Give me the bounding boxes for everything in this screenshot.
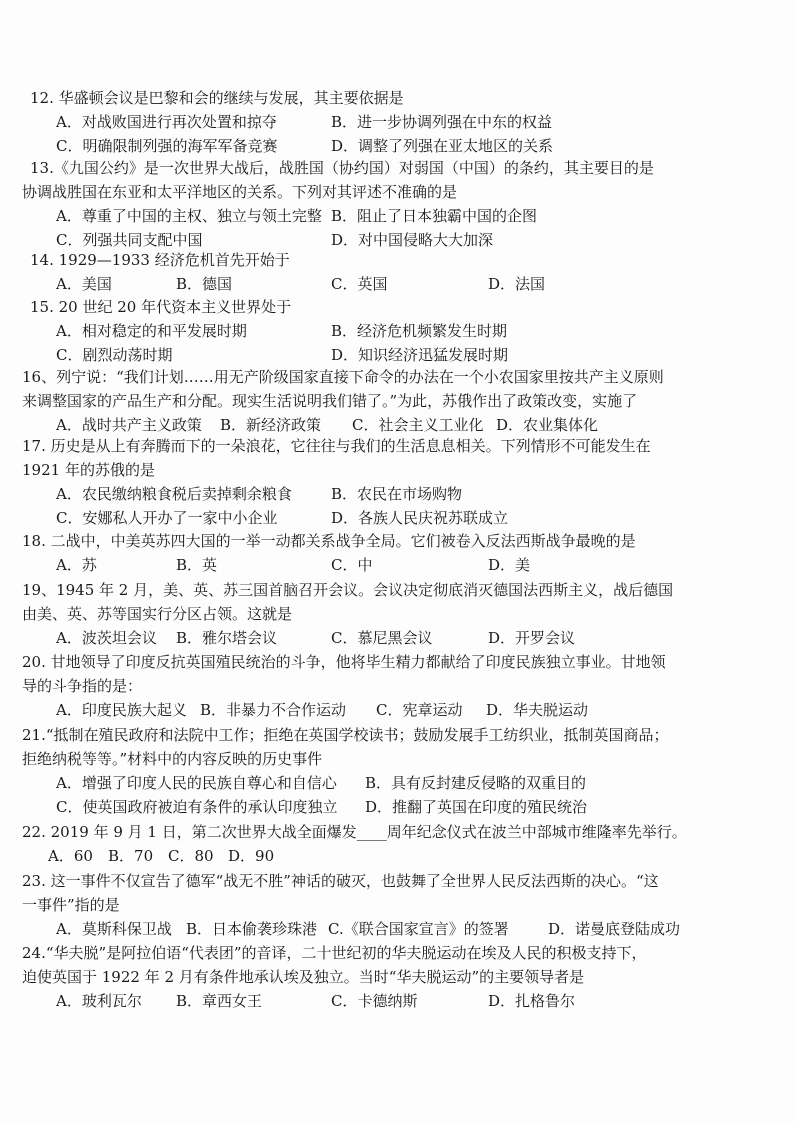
question-stem: 1921 年的苏俄的是 xyxy=(22,461,155,479)
question-21 xyxy=(22,723,782,819)
option-a: A．增强了印度人民的民族自尊心和自信心 xyxy=(56,774,337,792)
question-stem: 12. 华盛顿会议是巴黎和会的继续与发展，其主要依据是 xyxy=(30,89,404,107)
question-16 xyxy=(22,365,782,437)
question-stem: 一事件”指的是 xyxy=(22,896,120,914)
question-22 xyxy=(22,820,782,868)
option-a: A．莫斯科保卫战 xyxy=(56,920,172,938)
question-stem: 由美、英、苏等国实行分区占领。这就是 xyxy=(22,605,293,623)
option-row xyxy=(22,553,782,577)
option-row xyxy=(22,482,782,506)
question-20 xyxy=(22,650,782,722)
option-a: A．相对稳定的和平发展时期 xyxy=(56,322,247,340)
question-stem: 18. 二战中，中美英苏四大国的一举一动都关系战争全局。它们被卷入反法西斯战争最晚的是 xyxy=(22,532,636,550)
option-d: D．扎格鲁尔 xyxy=(488,992,576,1010)
option-c: C．安娜私人开办了一家中小企业 xyxy=(56,509,278,527)
option-b: B．英 xyxy=(176,556,218,574)
question-19 xyxy=(22,578,782,650)
option-c: C．慕尼黑会议 xyxy=(331,629,433,647)
option-d: D．知识经济迅猛发展时期 xyxy=(331,346,509,364)
question-15 xyxy=(22,295,782,367)
option-row xyxy=(22,771,782,795)
question-12 xyxy=(22,86,782,158)
option-c: C.《联合国家宣言》的签署 xyxy=(328,920,509,938)
option-b: B．进一步协调列强在中东的权益 xyxy=(331,113,553,131)
option-d: D．推翻了英国在印度的殖民统治 xyxy=(365,798,588,816)
option-c: C．剧烈动荡时期 xyxy=(56,346,173,364)
question-stem: 23. 这一事件不仅宣告了德军“战无不胜”神话的破灭，也鼓舞了全世界人民反法西斯的决心。“这 xyxy=(22,872,659,890)
question-stem: 迫使英国于 1922 年 2 月有条件地承认埃及独立。当时“华夫脱运动”的主要领导者是 xyxy=(22,968,585,986)
option-d: D．对中国侵略大大加深 xyxy=(331,231,494,249)
option-d: D．开罗会议 xyxy=(488,629,576,647)
option-c: C．明确限制列强的海军军备竞赛 xyxy=(56,137,278,155)
option-a: A．农民缴纳粮食税后卖掉剩余粮食 xyxy=(56,485,292,503)
option-b: B．德国 xyxy=(176,275,233,293)
question-stem: 16、列宁说：“我们计划……用无产阶级国家直接下命令的办法在一个小农国家里按共产主义原则 xyxy=(22,368,664,386)
option-c: C．宪章运动 xyxy=(376,701,463,719)
question-stem: 24.“华夫脱”是阿拉伯语“代表团”的音译，二十世纪初的华夫脱运动在埃及人民的积极支持下， xyxy=(22,944,647,962)
question-stem: 20. 甘地领导了印度反抗英国殖民统治的斗争，他将毕生精力都献给了印度民族独立事业。甘地领 xyxy=(22,653,666,671)
option-a: A．印度民族大起义 xyxy=(56,701,187,719)
option-row xyxy=(22,272,782,296)
option-b: B．章西女王 xyxy=(176,992,263,1010)
option-c: C．中 xyxy=(331,556,373,574)
option-row xyxy=(22,844,782,868)
question-stem: 21.“抵制在殖民政府和法院中工作；拒绝在英国学校读书；鼓励发展手工纺织业，抵制英国商品； xyxy=(22,726,669,744)
option-row xyxy=(22,626,782,650)
option-d: D．调整了列强在亚太地区的关系 xyxy=(331,137,554,155)
option-b: B．农民在市场购物 xyxy=(331,485,463,503)
option-b: B．阻止了日本独霸中国的企图 xyxy=(331,207,538,225)
option-a: A．玻利瓦尔 xyxy=(56,992,142,1010)
option-row xyxy=(22,204,782,228)
option-a: A．波茨坦会议 xyxy=(56,629,157,647)
option-a: A．尊重了中国的主权、独立与领土完整 xyxy=(56,207,322,225)
option-c: C．社会主义工业化 xyxy=(352,416,484,434)
question-stem: 拒绝纳税等等。”材料中的内容反映的历史事件 xyxy=(22,750,323,768)
option-b: B．具有反封建反侵略的双重目的 xyxy=(365,774,587,792)
question-stem: 22. 2019 年 9 月 1 日，第二次世界大战全面爆发____周年纪念仪式在波兰中部城市维隆率先举行。 xyxy=(22,823,687,841)
option-row xyxy=(22,989,782,1013)
option-d: D．美 xyxy=(488,556,531,574)
option-c: C．80 xyxy=(168,847,214,865)
option-c: C．使英国政府被迫有条件的承认印度独立 xyxy=(56,798,338,816)
option-d: D．90 xyxy=(228,847,275,865)
option-row xyxy=(22,319,782,343)
option-b: B．经济危机频繁发生时期 xyxy=(331,322,508,340)
question-18 xyxy=(22,529,782,577)
question-14 xyxy=(22,248,782,296)
option-d: D．各族人民庆祝苏联成立 xyxy=(331,509,509,527)
question-stem: 14. 1929—1933 经济危机首先开始于 xyxy=(30,251,290,269)
option-row xyxy=(22,917,782,941)
question-stem: 15. 20 世纪 20 年代资本主义世界处于 xyxy=(30,298,292,316)
option-row xyxy=(22,134,782,158)
question-23 xyxy=(22,869,782,941)
option-row xyxy=(22,343,782,367)
option-d: D．华夫脱运动 xyxy=(486,701,589,719)
option-row xyxy=(22,506,782,530)
option-b: B．新经济政策 xyxy=(220,416,322,434)
question-stem: 协调战胜国在东亚和太平洋地区的关系。下列对其评述不准确的是 xyxy=(22,183,458,201)
option-a: A．美国 xyxy=(56,275,112,293)
option-row xyxy=(22,795,782,819)
option-b: B．70 xyxy=(108,847,154,865)
question-17 xyxy=(22,434,782,530)
question-13 xyxy=(22,156,782,252)
question-24 xyxy=(22,941,782,1013)
question-stem: 来调整国家的产品生产和分配。现实生活说明我们错了。”为此，苏俄作出了政策改变，实施了 xyxy=(22,392,638,410)
option-d: D．法国 xyxy=(488,275,546,293)
option-a: A．对战败国进行再次处置和掠夺 xyxy=(56,113,277,131)
question-stem: 19、1945 年 2 月，美、英、苏三国首脑召开会议。会议决定彻底消灭德国法西斯主义，战后德国 xyxy=(22,581,674,599)
option-a: A．60 xyxy=(48,847,93,865)
option-b: B．日本偷袭珍珠港 xyxy=(186,920,318,938)
option-row xyxy=(22,110,782,134)
option-c: C．卡德纳斯 xyxy=(331,992,418,1010)
question-stem: 13.《九国公约》是一次世界大战后，战胜国（协约国）对弱国（中国）的条约，其主要目的是 xyxy=(30,159,654,177)
option-b: B．非暴力不合作运动 xyxy=(200,701,347,719)
option-a: A．战时共产主义政策 xyxy=(56,416,202,434)
question-stem: 导的斗争指的是： xyxy=(22,677,143,695)
option-c: C．列强共同支配中国 xyxy=(56,231,203,249)
option-row xyxy=(22,698,782,722)
question-stem: 17. 历史是从上有奔腾而下的一朵浪花，它往往与我们的生活息息相关。下列情形不可能发生在 xyxy=(22,437,651,455)
option-d: D．农业集体化 xyxy=(496,416,599,434)
option-c: C．英国 xyxy=(331,275,388,293)
option-a: A．苏 xyxy=(56,556,97,574)
option-b: B．雅尔塔会议 xyxy=(176,629,278,647)
option-d: D．诺曼底登陆成功 xyxy=(548,920,681,938)
